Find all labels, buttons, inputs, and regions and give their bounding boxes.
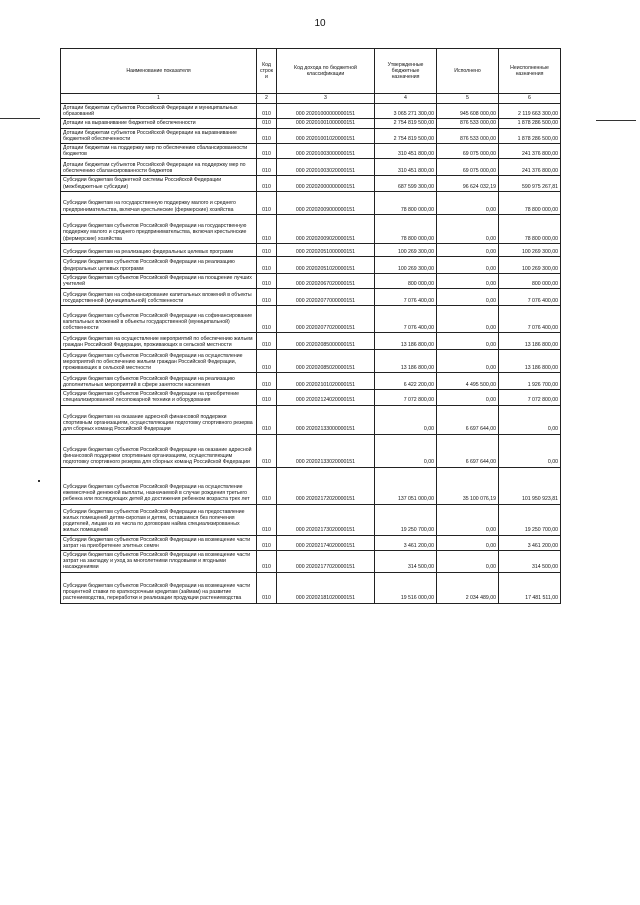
row-kbk: 000 20201003000000151: [277, 144, 375, 159]
row-executed: 0,00: [437, 273, 499, 288]
row-kbk: 000 20201001020000151: [277, 128, 375, 143]
row-executed: 0,00: [437, 256, 499, 273]
row-name: Субсидии бюджетам субъектов Российской Федерации на реализацию дополнительных мероприятий в сфере занятости населения: [61, 373, 257, 390]
row-unexecuted: 800 000,00: [499, 273, 561, 288]
row-name: Субсидии бюджетам на оказание адресной финансовой поддержки спортивным организациям, осуществляющим подготовку спортивного резерва для сборных команд Российской Федерации: [61, 405, 257, 434]
row-approved: 0,00: [375, 434, 437, 467]
header-approved: Утвержденные бюджетные назначения: [375, 49, 437, 94]
row-approved: 7 076 400,00: [375, 289, 437, 306]
row-code: 010: [257, 467, 277, 504]
table-row: [61, 390, 561, 405]
row-approved: 13 186 800,00: [375, 350, 437, 373]
table-row: [61, 306, 561, 333]
row-name: Субсидии бюджетам бюджетной системы Российской Федерации (межбюджетные субсидии): [61, 176, 257, 191]
row-kbk: 000 20202000000000151: [277, 176, 375, 191]
row-code: 010: [257, 243, 277, 256]
row-unexecuted: 241 376 800,00: [499, 159, 561, 176]
row-name: Субсидии бюджетам субъектов Российской Федерации на возмещение части затрат на закладку и уход за многолетними плодовыми и ягодными насаждениями: [61, 551, 257, 573]
row-executed: 6 697 644,00: [437, 434, 499, 467]
row-unexecuted: 1 878 286 500,00: [499, 128, 561, 143]
row-executed: 0,00: [437, 191, 499, 214]
row-code: 010: [257, 405, 277, 434]
column-number: 1: [61, 94, 257, 104]
row-code: 010: [257, 535, 277, 550]
row-name: Субсидии бюджетам субъектов Российской Федерации на приобретение специализированной лесопожарной техники и оборудования: [61, 390, 257, 405]
row-executed: 4 495 500,00: [437, 373, 499, 390]
page-number: 10: [314, 18, 326, 29]
row-kbk: 000 20202133020000151: [277, 434, 375, 467]
row-name: Субсидии бюджетам субъектов Российской Федерации на поощрение лучших учителей: [61, 273, 257, 288]
row-code: 010: [257, 191, 277, 214]
row-unexecuted: 13 186 800,00: [499, 350, 561, 373]
row-unexecuted: 100 269 300,00: [499, 256, 561, 273]
column-number: 3: [277, 94, 375, 104]
row-approved: 100 269 300,00: [375, 256, 437, 273]
row-executed: 0,00: [437, 306, 499, 333]
scan-artifact-dot: [38, 480, 40, 482]
row-code: 010: [257, 333, 277, 350]
row-kbk: 000 20202177020000151: [277, 551, 375, 573]
row-name: Субсидии бюджетам на реализацию федеральных целевых программ: [61, 243, 257, 256]
table-row: [61, 159, 561, 176]
row-code: 010: [257, 104, 277, 119]
row-approved: 19 516 000,00: [375, 572, 437, 603]
row-executed: 945 608 000,00: [437, 104, 499, 119]
row-code: 010: [257, 273, 277, 288]
row-kbk: 000 20202077000000151: [277, 289, 375, 306]
row-code: 010: [257, 289, 277, 306]
row-approved: 687 599 300,00: [375, 176, 437, 191]
header-executed: Исполнено: [437, 49, 499, 94]
row-kbk: 000 20202133000000151: [277, 405, 375, 434]
table-row: [61, 214, 561, 243]
row-kbk: 000 20202051000000151: [277, 243, 375, 256]
row-approved: 310 451 800,00: [375, 144, 437, 159]
row-unexecuted: 7 076 400,00: [499, 289, 561, 306]
row-executed: 96 624 032,19: [437, 176, 499, 191]
row-unexecuted: 7 072 800,00: [499, 390, 561, 405]
row-code: 010: [257, 572, 277, 603]
row-kbk: 000 20201001000000151: [277, 119, 375, 128]
column-number: 5: [437, 94, 499, 104]
header-name: Наименование показателя: [61, 49, 257, 94]
row-name: Дотации бюджетам субъектов Российской Федерации на выравнивание бюджетной обеспеченности: [61, 128, 257, 143]
row-code: 010: [257, 390, 277, 405]
row-unexecuted: 0,00: [499, 405, 561, 434]
row-kbk: 000 20202051020000151: [277, 256, 375, 273]
row-code: 010: [257, 214, 277, 243]
row-executed: 0,00: [437, 333, 499, 350]
row-code: 010: [257, 128, 277, 143]
row-code: 010: [257, 504, 277, 535]
table-row: [61, 333, 561, 350]
row-unexecuted: 7 076 400,00: [499, 306, 561, 333]
column-number: 2: [257, 94, 277, 104]
row-unexecuted: 101 950 923,81: [499, 467, 561, 504]
row-name: Субсидии бюджетам субъектов Российской Федерации на реализацию федеральных целевых программ: [61, 256, 257, 273]
row-executed: 2 034 489,00: [437, 572, 499, 603]
row-unexecuted: 100 269 300,00: [499, 243, 561, 256]
table-row: [61, 350, 561, 373]
row-unexecuted: 19 250 700,00: [499, 504, 561, 535]
table-row: [61, 256, 561, 273]
row-executed: 0,00: [437, 350, 499, 373]
row-executed: 876 533 000,00: [437, 128, 499, 143]
table-row: [61, 572, 561, 603]
row-name: Субсидии бюджетам субъектов Российской Федерации на возмещение части затрат на приобретение элитных семян: [61, 535, 257, 550]
row-unexecuted: 1 926 700,00: [499, 373, 561, 390]
row-code: 010: [257, 350, 277, 373]
table-row: [61, 243, 561, 256]
row-name: Субсидии бюджетам на государственную поддержку малого и среднего предпринимательства, включая крестьянские (фермерские) хозяйства: [61, 191, 257, 214]
row-kbk: 000 20202172020000151: [277, 467, 375, 504]
row-executed: 35 100 076,19: [437, 467, 499, 504]
row-approved: 310 451 800,00: [375, 159, 437, 176]
row-approved: 78 800 000,00: [375, 191, 437, 214]
budget-report-table: [60, 48, 561, 604]
row-kbk: 000 20202181020000151: [277, 572, 375, 603]
table-row: [61, 128, 561, 143]
row-name: Дотации бюджетам субъектов Российской Федерации на поддержку мер по обеспечению сбалансированности бюджетов: [61, 159, 257, 176]
row-name: Субсидии бюджетам субъектов Российской Федерации на оказание адресной финансовой поддержки спортивным организациям, осуществляющим подготовку спортивного резерва для сборных команд Российской Федерации: [61, 434, 257, 467]
row-executed: 0,00: [437, 214, 499, 243]
table-row: [61, 405, 561, 434]
row-executed: 0,00: [437, 504, 499, 535]
row-executed: 0,00: [437, 535, 499, 550]
header-kbk: Код дохода по бюджетной классификации: [277, 49, 375, 94]
row-name: Субсидии бюджетам субъектов Российской Федерации на софинансирование капитальных вложений в объекты государственной (муниципальной) собственности: [61, 306, 257, 333]
row-code: 010: [257, 306, 277, 333]
table-row: [61, 504, 561, 535]
row-kbk: 000 20202124020000151: [277, 390, 375, 405]
table-row: [61, 373, 561, 390]
row-kbk: 000 20202173020000151: [277, 504, 375, 535]
row-approved: 314 500,00: [375, 551, 437, 573]
table-row: [61, 191, 561, 214]
row-unexecuted: 1 878 286 500,00: [499, 119, 561, 128]
scan-artifact-line: [596, 120, 636, 121]
table-row: [61, 551, 561, 573]
table-header-row: [61, 49, 561, 94]
row-kbk: 000 20202077020000151: [277, 306, 375, 333]
row-unexecuted: 2 119 663 300,00: [499, 104, 561, 119]
table-row: [61, 535, 561, 550]
row-approved: 2 754 819 500,00: [375, 119, 437, 128]
row-unexecuted: 3 461 200,00: [499, 535, 561, 550]
table-row: [61, 273, 561, 288]
row-approved: 19 250 700,00: [375, 504, 437, 535]
row-approved: 3 065 271 300,00: [375, 104, 437, 119]
row-name: Субсидии бюджетам на софинансирование капитальных вложений в объекты государственной (муниципальной) собственности: [61, 289, 257, 306]
row-unexecuted: 78 800 000,00: [499, 214, 561, 243]
row-unexecuted: 13 186 800,00: [499, 333, 561, 350]
row-code: 010: [257, 159, 277, 176]
row-unexecuted: 78 800 000,00: [499, 191, 561, 214]
row-code: 010: [257, 144, 277, 159]
row-name: Дотации бюджетам субъектов Российской Федерации и муниципальных образований: [61, 104, 257, 119]
table-row: [61, 119, 561, 128]
column-number-row: [61, 94, 561, 104]
row-executed: 6 697 644,00: [437, 405, 499, 434]
row-kbk: 000 20202101020000151: [277, 373, 375, 390]
row-approved: 100 269 300,00: [375, 243, 437, 256]
row-kbk: 000 20201003020000151: [277, 159, 375, 176]
column-number: 4: [375, 94, 437, 104]
row-code: 010: [257, 434, 277, 467]
row-code: 010: [257, 551, 277, 573]
row-approved: 78 800 000,00: [375, 214, 437, 243]
row-unexecuted: 590 975 267,81: [499, 176, 561, 191]
row-kbk: 000 20202067020000151: [277, 273, 375, 288]
row-unexecuted: 241 376 800,00: [499, 144, 561, 159]
scan-artifact-line: [0, 118, 40, 119]
row-executed: 0,00: [437, 551, 499, 573]
table-row: [61, 104, 561, 119]
row-kbk: 000 20202085000000151: [277, 333, 375, 350]
row-executed: 69 075 000,00: [437, 144, 499, 159]
row-executed: 876 533 000,00: [437, 119, 499, 128]
row-name: Субсидии бюджетам субъектов Российской Федерации на предоставление жилых помещений детям-сиротам и детям, оставшимся без попечения родителей, лицам из их числа по договорам найма специализированных жилых помещений: [61, 504, 257, 535]
row-approved: 7 072 800,00: [375, 390, 437, 405]
row-name: Субсидии бюджетам субъектов Российской Федерации на возмещение части процентной ставки по краткосрочным кредитам (займам) на развитие растениеводства, переработки и реализации продукции растениеводства: [61, 572, 257, 603]
row-unexecuted: 17 481 511,00: [499, 572, 561, 603]
row-code: 010: [257, 176, 277, 191]
row-name: Субсидии бюджетам субъектов Российской Федерации на государственную поддержку малого и среднего предпринимательства, включая крестьянские (фермерские) хозяйства: [61, 214, 257, 243]
table-row: [61, 434, 561, 467]
row-name: Субсидии бюджетам субъектов Российской Федерации на осуществление мероприятий по обеспечению жильем граждан Российской Федерации, проживающих в сельской местности: [61, 350, 257, 373]
row-kbk: 000 20202085020000151: [277, 350, 375, 373]
row-name: Дотации на выравнивание бюджетной обеспеченности: [61, 119, 257, 128]
row-kbk: 000 20202009020000151: [277, 214, 375, 243]
row-approved: 13 186 800,00: [375, 333, 437, 350]
row-approved: 6 422 200,00: [375, 373, 437, 390]
table-row: [61, 467, 561, 504]
row-code: 010: [257, 373, 277, 390]
row-kbk: 000 20202174020000151: [277, 535, 375, 550]
row-executed: 0,00: [437, 390, 499, 405]
row-code: 010: [257, 119, 277, 128]
row-executed: 0,00: [437, 243, 499, 256]
table-row: [61, 176, 561, 191]
row-code: 010: [257, 256, 277, 273]
header-unexecuted: Неисполненные назначения: [499, 49, 561, 94]
table-row: [61, 289, 561, 306]
column-number: 6: [499, 94, 561, 104]
row-name: Дотации бюджетам на поддержку мер по обеспечению сбалансированности бюджетов: [61, 144, 257, 159]
row-name: Субсидии бюджетам субъектов Российской Федерации на осуществление ежемесячной денежной выплаты, назначаемой в случае рождения третьего ребенка или последующих детей до достижения ребенком возраста трех лет: [61, 467, 257, 504]
row-approved: 0,00: [375, 405, 437, 434]
row-kbk: 000 20201000000000151: [277, 104, 375, 119]
row-unexecuted: 0,00: [499, 434, 561, 467]
row-executed: 0,00: [437, 289, 499, 306]
row-approved: 137 051 000,00: [375, 467, 437, 504]
row-kbk: 000 20202009000000151: [277, 191, 375, 214]
row-executed: 69 075 000,00: [437, 159, 499, 176]
row-name: Субсидии бюджетам на осуществление мероприятий по обеспечению жильем граждан Российской Федерации, проживающих в сельской местности: [61, 333, 257, 350]
row-unexecuted: 314 500,00: [499, 551, 561, 573]
table-row: [61, 144, 561, 159]
row-approved: 2 754 819 500,00: [375, 128, 437, 143]
row-approved: 7 076 400,00: [375, 306, 437, 333]
row-approved: 800 000,00: [375, 273, 437, 288]
header-code: Код строк и: [257, 49, 277, 94]
row-approved: 3 461 200,00: [375, 535, 437, 550]
